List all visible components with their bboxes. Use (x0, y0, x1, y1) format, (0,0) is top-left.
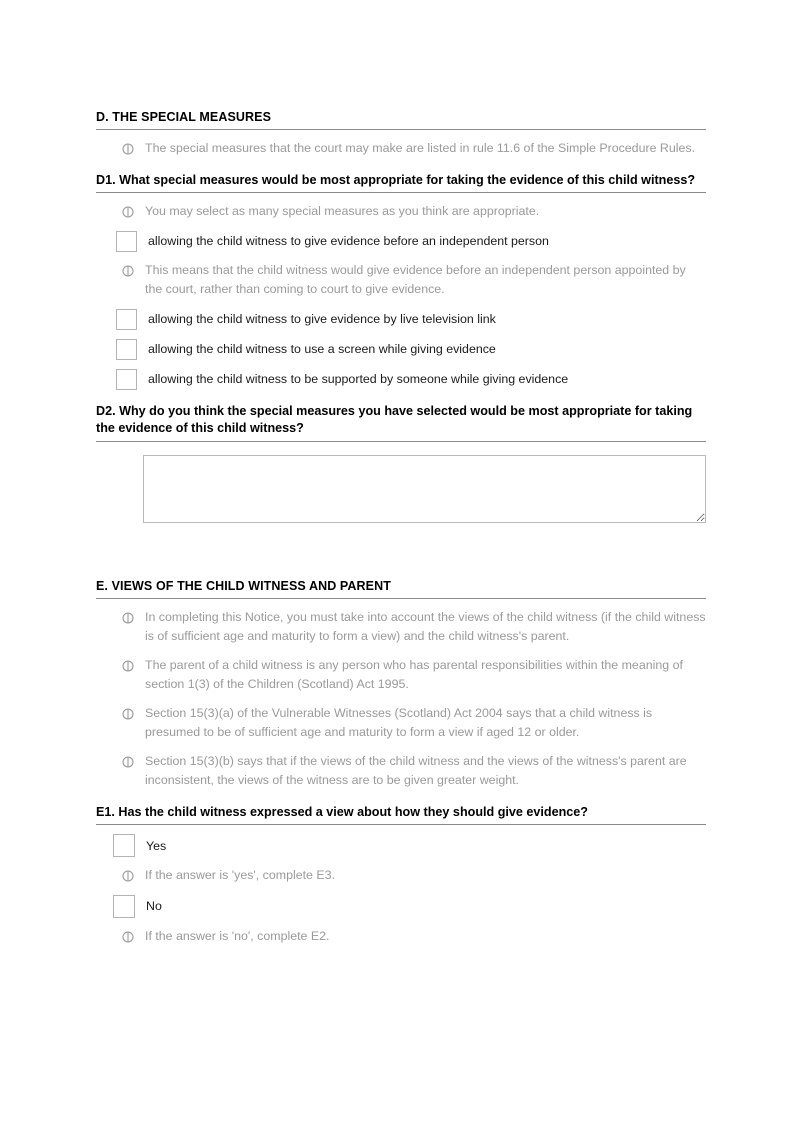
checkbox-row[interactable] (116, 369, 706, 390)
info-circle-icon (122, 659, 134, 671)
guidance-note-text: The special measures that the court may make are listed in rule 11.6 of the Simple Procedure Rules. (145, 141, 696, 155)
guidance-note (122, 704, 706, 743)
checkbox-live-television-link[interactable] (116, 309, 137, 330)
info-circle-icon (122, 264, 134, 276)
checkbox-row[interactable] (113, 895, 703, 918)
checkbox-row[interactable] (116, 339, 706, 360)
guidance-note (122, 866, 706, 886)
checkbox-row[interactable] (116, 231, 706, 252)
heading-rule (96, 598, 706, 599)
checkbox-independent-person[interactable] (116, 231, 137, 252)
section-e (96, 579, 706, 947)
checkbox-row[interactable] (113, 834, 703, 857)
guidance-note-text: If the answer is 'no', complete E2. (145, 928, 330, 943)
heading-rule (96, 824, 706, 825)
checkbox-label: Yes (146, 838, 167, 853)
checkbox-yes[interactable] (113, 834, 135, 857)
answer-area-d2 (96, 455, 706, 528)
checkbox-supported-by-someone[interactable] (116, 369, 137, 390)
guidance-note (122, 927, 706, 947)
question-heading-e1: E1. Has the child witness expressed a view about how they should give evidence? (96, 804, 589, 819)
section-heading-e: E. VIEWS OF THE CHILD WITNESS AND PARENT (96, 578, 391, 593)
guidance-note-text: Section 15(3)(a) of the Vulnerable Witnesses (Scotland) Act 2004 says that a child witness is presumed to be of sufficient age and maturity to form a view if aged 12 or older. (145, 705, 653, 739)
checkbox-use-a-screen[interactable] (116, 339, 137, 360)
guidance-note (122, 752, 706, 791)
info-circle-icon (122, 707, 134, 719)
guidance-note-text: If the answer is 'yes', complete E3. (145, 868, 335, 882)
question-heading-d1: D1. What special measures would be most appropriate for taking the evidence of this child witness? (96, 172, 696, 187)
heading-rule (96, 192, 706, 193)
checkbox-label: No (146, 899, 162, 913)
heading-rule (96, 441, 706, 442)
checkbox-label: allowing the child witness to use a screen while giving evidence (148, 342, 496, 356)
info-circle-icon (122, 611, 134, 623)
guidance-note (122, 261, 706, 300)
guidance-note-text: This means that the child witness would give evidence before an independent person appointed by the court, rather than coming to court to give evidence. (145, 262, 686, 296)
guidance-note-text: You may select as many special measures as you think are appropriate. (145, 204, 540, 218)
checkbox-no[interactable] (113, 895, 135, 918)
guidance-note-text: Section 15(3)(b) says that if the views of the child witness and the views of the witness's parent are inconsistent, the views of the witness are to be given greater weight. (145, 753, 687, 787)
checkbox-label: allowing the child witness to give evidence by live television link (148, 312, 496, 326)
guidance-note-text: The parent of a child witness is any person who has parental responsibilities within the meaning of section 1(3) of the Children (Scotland) Act 1995. (145, 657, 683, 691)
guidance-note (122, 608, 706, 647)
info-circle-icon (122, 869, 134, 881)
answer-textarea-d2[interactable] (143, 455, 706, 523)
info-circle-icon (122, 142, 134, 154)
info-circle-icon (122, 755, 134, 767)
checkbox-label: allowing the child witness to be supported by someone while giving evidence (148, 372, 569, 386)
guidance-note (122, 202, 706, 222)
info-circle-icon (122, 930, 134, 942)
guidance-note-text: In completing this Notice, you must take into account the views of the child witness (if the child witness is of sufficient age and maturity to form a view) and the child witness's parent. (145, 609, 706, 643)
heading-rule (96, 129, 706, 130)
section-heading-d: D. THE SPECIAL MEASURES (96, 110, 272, 124)
checkbox-row[interactable] (116, 309, 706, 330)
question-heading-d2: D2. Why do you think the special measures you have selected would be most appropriate for taking the evidence of this child witness? (96, 403, 693, 435)
form-page (96, 110, 706, 946)
guidance-note (122, 656, 706, 695)
guidance-note (122, 139, 706, 159)
checkbox-label: allowing the child witness to give evidence before an independent person (148, 234, 549, 248)
info-circle-icon (122, 205, 134, 217)
section-d (96, 110, 706, 528)
